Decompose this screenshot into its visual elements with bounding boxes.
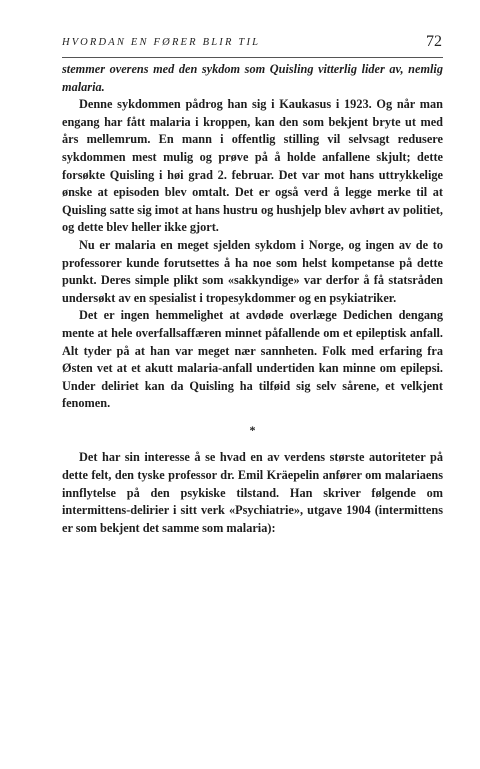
section-separator: * <box>249 422 256 437</box>
paragraph: Det er ingen hemmelighet at avdøde overlæge Dedichen dengang mente at hele overfallsaffæren minnet påfallende om et epileptisk anfall. Alt tyder på at han var meget nær sannheten. Folk med erfaring fra Østen vet at et akutt malaria-anfall undertiden kan minne om epilepsi. Under deliriet kan da Quisling ha tilføid sig selv sårene, et velkjent fenomen. <box>62 308 443 411</box>
header-rule <box>62 57 443 58</box>
body-text <box>62 61 443 537</box>
paragraph-continuation: stemmer overens med den sykdom som Quisling vitterlig lider av, nemlig malaria. <box>62 62 443 94</box>
page-number: 72 <box>426 33 442 50</box>
paragraph: Nu er malaria en meget sjelden sykdom i Norge, og ingen av de to professorer kunde forutsettes å ha noe som helst kompetanse på dette punkt. Deres simple plikt som «sakkyndige» var derfor å få statsråden undersøkt av en spesialist i tropesykdommer og en psykiatriker. <box>62 237 443 305</box>
page-header <box>62 33 442 53</box>
paragraph: Denne sykdommen pådrog han sig i Kaukasus i 1923. Og når man engang har fått malaria i kroppen, kan den som bekjent bryte ut med års mellemrum. En mann i offentlig stilling vil selvsagt redusere sykdommen mest mulig og prøve på å holde anfallene skjult; dette forsøkte Quisling i høi grad 2. februar. Det var mot hans uttrykkelige ønske at episoden blev omtalt. Det er også verd å legge merke til at Quisling satte sig imot at hans hustru og hushjelp blev avhørt av politiet, og dette blev heller ikke gjort. <box>62 97 443 235</box>
running-head: HVORDAN EN FØRER BLIR TIL <box>62 37 261 48</box>
paragraph: Det har sin interesse å se hvad en av verdens største autoriteter på dette felt, den tyske professor dr. Emil Kräepelin anfører om malariaens innflytelse på den psykiske tilstand. Han skriver følgende om intermittens-delirier i sitt verk «Psychiatrie», utgave 1904 (intermittens er som bekjent det samme som malaria): <box>62 450 443 535</box>
